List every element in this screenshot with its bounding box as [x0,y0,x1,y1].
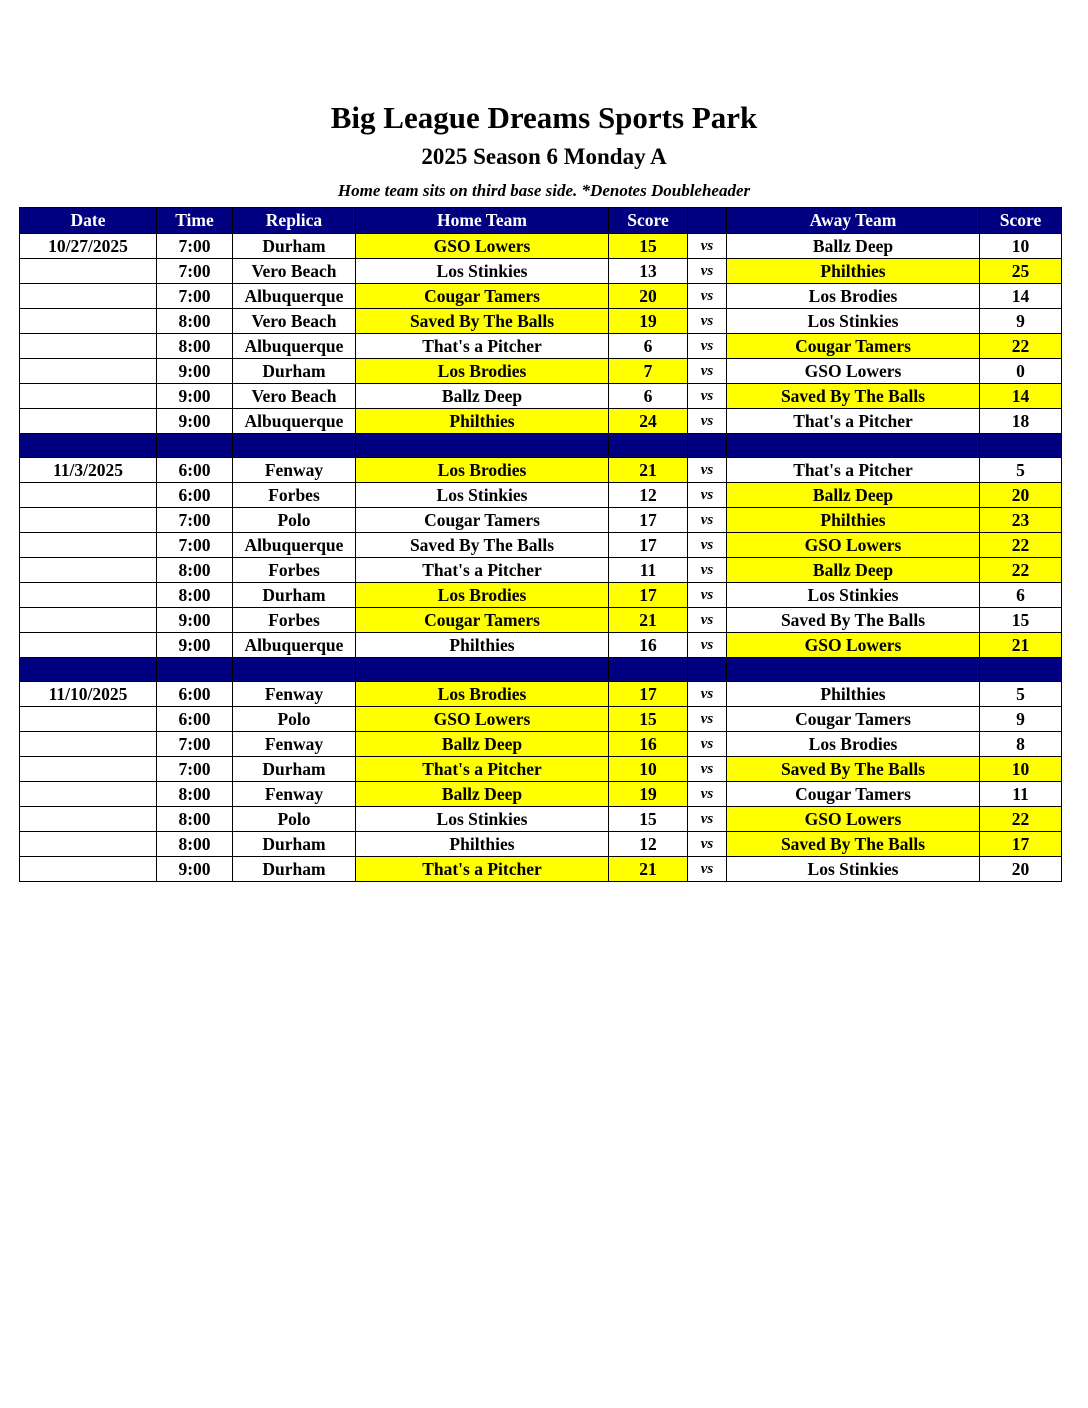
game-time: 7:00 [157,757,233,782]
away-team: GSO Lowers [727,359,980,384]
vs-label: vs [688,334,727,359]
game-row [20,608,1062,633]
page-title: Big League Dreams Sports Park [330,100,758,135]
game-date [20,259,157,284]
game-row [20,234,1062,259]
home-team: Philthies [356,409,609,434]
home-team: Cougar Tamers [356,508,609,533]
away-team: Saved By The Balls [727,757,980,782]
home-score: 24 [609,409,688,434]
game-time: 7:00 [157,284,233,309]
away-score: 10 [980,234,1062,259]
away-score: 15 [980,608,1062,633]
game-row [20,583,1062,608]
away-team: Philthies [727,259,980,284]
home-team: Saved By The Balls [356,309,609,334]
separator-cell [356,434,609,458]
game-time: 7:00 [157,234,233,259]
col-header-date: Date [20,208,157,234]
away-team: That's a Pitcher [727,409,980,434]
game-replica: Albuquerque [233,409,356,434]
home-score: 10 [609,757,688,782]
vs-label: vs [688,832,727,857]
separator-cell [157,658,233,682]
game-time: 7:00 [157,259,233,284]
game-time: 6:00 [157,707,233,732]
game-time: 9:00 [157,608,233,633]
home-team: Los Stinkies [356,807,609,832]
vs-label: vs [688,483,727,508]
vs-label: vs [688,458,727,483]
game-date [20,807,157,832]
away-team: That's a Pitcher [727,458,980,483]
game-replica: Durham [233,359,356,384]
week-separator-row [20,434,1062,458]
home-score: 6 [609,384,688,409]
away-team: Philthies [727,508,980,533]
game-row [20,334,1062,359]
game-date [20,483,157,508]
game-row [20,782,1062,807]
game-replica: Albuquerque [233,334,356,359]
home-score: 12 [609,483,688,508]
away-score: 17 [980,832,1062,857]
away-score: 8 [980,732,1062,757]
home-score: 15 [609,234,688,259]
home-team: That's a Pitcher [356,857,609,882]
col-header-away-score: Score [980,208,1062,234]
away-team: Saved By The Balls [727,384,980,409]
vs-label: vs [688,608,727,633]
vs-label: vs [688,359,727,384]
game-row [20,757,1062,782]
home-score: 21 [609,608,688,633]
col-header-replica: Replica [233,208,356,234]
home-team: GSO Lowers [356,234,609,259]
away-team: Saved By The Balls [727,608,980,633]
game-replica: Forbes [233,608,356,633]
game-replica: Fenway [233,732,356,757]
game-date [20,633,157,658]
vs-label: vs [688,732,727,757]
vs-label: vs [688,757,727,782]
away-score: 11 [980,782,1062,807]
col-header-vs [688,208,727,234]
game-date: 11/10/2025 [20,682,157,707]
game-replica: Fenway [233,682,356,707]
game-date [20,533,157,558]
game-row [20,483,1062,508]
game-row [20,558,1062,583]
game-replica: Albuquerque [233,633,356,658]
game-row [20,732,1062,757]
separator-cell [727,434,980,458]
game-replica: Forbes [233,483,356,508]
home-score: 17 [609,533,688,558]
game-row [20,409,1062,434]
away-score: 0 [980,359,1062,384]
away-score: 23 [980,508,1062,533]
home-team: Ballz Deep [356,782,609,807]
vs-label: vs [688,409,727,434]
separator-cell [980,434,1062,458]
game-date [20,508,157,533]
home-team: Philthies [356,832,609,857]
away-team: Saved By The Balls [727,832,980,857]
game-replica: Fenway [233,458,356,483]
home-team: Los Brodies [356,583,609,608]
game-replica: Durham [233,583,356,608]
separator-cell [688,434,727,458]
game-row [20,682,1062,707]
game-row [20,309,1062,334]
away-team: GSO Lowers [727,807,980,832]
home-score: 6 [609,334,688,359]
game-replica: Polo [233,508,356,533]
away-team: GSO Lowers [727,533,980,558]
game-time: 8:00 [157,558,233,583]
game-time: 9:00 [157,633,233,658]
week-separator-row [20,658,1062,682]
separator-cell [688,658,727,682]
game-time: 7:00 [157,732,233,757]
away-team: Cougar Tamers [727,334,980,359]
vs-label: vs [688,583,727,608]
game-row [20,259,1062,284]
separator-cell [20,658,157,682]
game-replica: Albuquerque [233,533,356,558]
game-replica: Vero Beach [233,384,356,409]
away-score: 14 [980,284,1062,309]
separator-cell [20,434,157,458]
game-replica: Polo [233,807,356,832]
game-date [20,409,157,434]
separator-cell [157,434,233,458]
game-row [20,832,1062,857]
home-score: 16 [609,732,688,757]
game-date [20,583,157,608]
home-team: GSO Lowers [356,707,609,732]
game-time: 9:00 [157,359,233,384]
away-score: 22 [980,334,1062,359]
vs-label: vs [688,633,727,658]
away-team: Ballz Deep [727,234,980,259]
vs-label: vs [688,533,727,558]
away-score: 10 [980,757,1062,782]
game-time: 9:00 [157,409,233,434]
game-time: 8:00 [157,832,233,857]
vs-label: vs [688,259,727,284]
game-time: 8:00 [157,334,233,359]
game-replica: Durham [233,234,356,259]
game-row [20,807,1062,832]
away-team: Los Stinkies [727,309,980,334]
separator-cell [980,658,1062,682]
game-time: 9:00 [157,384,233,409]
game-time: 6:00 [157,682,233,707]
away-team: Cougar Tamers [727,782,980,807]
home-score: 21 [609,458,688,483]
home-team: Los Stinkies [356,259,609,284]
game-date [20,359,157,384]
schedule-table [19,207,1062,882]
home-team: That's a Pitcher [356,334,609,359]
home-score: 17 [609,583,688,608]
vs-label: vs [688,807,727,832]
vs-label: vs [688,857,727,882]
schedule-note: Home team sits on third base side. *Denotes Doubleheader [337,181,751,200]
game-date [20,757,157,782]
away-team: Los Brodies [727,732,980,757]
away-team: Cougar Tamers [727,707,980,732]
game-row [20,633,1062,658]
game-time: 6:00 [157,483,233,508]
game-row [20,458,1062,483]
game-row [20,857,1062,882]
game-row [20,384,1062,409]
home-team: Los Stinkies [356,483,609,508]
game-time: 8:00 [157,807,233,832]
away-score: 22 [980,807,1062,832]
season-subtitle: 2025 Season 6 Monday A [421,144,667,169]
home-team: Los Brodies [356,458,609,483]
home-score: 15 [609,707,688,732]
away-score: 9 [980,309,1062,334]
home-score: 16 [609,633,688,658]
away-team: Los Brodies [727,284,980,309]
away-score: 25 [980,259,1062,284]
away-team: Philthies [727,682,980,707]
game-time: 8:00 [157,782,233,807]
schedule-body [20,234,1062,882]
vs-label: vs [688,284,727,309]
away-team: GSO Lowers [727,633,980,658]
vs-label: vs [688,782,727,807]
away-score: 5 [980,458,1062,483]
game-date: 11/3/2025 [20,458,157,483]
game-date [20,384,157,409]
game-date [20,707,157,732]
away-score: 14 [980,384,1062,409]
game-replica: Vero Beach [233,259,356,284]
vs-label: vs [688,707,727,732]
col-header-home-score: Score [609,208,688,234]
away-score: 22 [980,533,1062,558]
home-score: 7 [609,359,688,384]
separator-cell [356,658,609,682]
game-replica: Vero Beach [233,309,356,334]
home-score: 19 [609,782,688,807]
home-score: 17 [609,508,688,533]
game-row [20,508,1062,533]
home-team: That's a Pitcher [356,558,609,583]
game-time: 7:00 [157,508,233,533]
game-row [20,707,1062,732]
home-team: Los Brodies [356,682,609,707]
vs-label: vs [688,309,727,334]
game-row [20,284,1062,309]
away-score: 6 [980,583,1062,608]
home-score: 11 [609,558,688,583]
game-row [20,533,1062,558]
col-header-away-team: Away Team [727,208,980,234]
game-time: 6:00 [157,458,233,483]
game-date [20,334,157,359]
home-team: That's a Pitcher [356,757,609,782]
game-date: 10/27/2025 [20,234,157,259]
home-score: 13 [609,259,688,284]
home-team: Los Brodies [356,359,609,384]
game-date [20,857,157,882]
game-date [20,832,157,857]
away-team: Los Stinkies [727,857,980,882]
game-time: 8:00 [157,309,233,334]
game-time: 9:00 [157,857,233,882]
game-replica: Durham [233,857,356,882]
game-date [20,284,157,309]
away-score: 20 [980,857,1062,882]
vs-label: vs [688,384,727,409]
home-team: Cougar Tamers [356,284,609,309]
vs-label: vs [688,682,727,707]
away-score: 18 [980,409,1062,434]
header-row [20,208,1062,234]
col-header-home-team: Home Team [356,208,609,234]
home-score: 21 [609,857,688,882]
home-score: 19 [609,309,688,334]
game-date [20,732,157,757]
home-score: 20 [609,284,688,309]
game-replica: Forbes [233,558,356,583]
game-replica: Polo [233,707,356,732]
game-date [20,782,157,807]
game-replica: Durham [233,757,356,782]
game-replica: Fenway [233,782,356,807]
away-team: Ballz Deep [727,558,980,583]
home-team: Saved By The Balls [356,533,609,558]
home-team: Ballz Deep [356,732,609,757]
game-date [20,558,157,583]
home-score: 12 [609,832,688,857]
away-score: 21 [980,633,1062,658]
col-header-time: Time [157,208,233,234]
separator-cell [233,434,356,458]
home-team: Cougar Tamers [356,608,609,633]
vs-label: vs [688,558,727,583]
home-score: 15 [609,807,688,832]
away-score: 5 [980,682,1062,707]
away-team: Los Stinkies [727,583,980,608]
game-replica: Durham [233,832,356,857]
game-date [20,309,157,334]
away-score: 9 [980,707,1062,732]
game-date [20,608,157,633]
separator-cell [609,434,688,458]
separator-cell [727,658,980,682]
game-time: 8:00 [157,583,233,608]
vs-label: vs [688,234,727,259]
game-replica: Albuquerque [233,284,356,309]
home-team: Philthies [356,633,609,658]
game-time: 7:00 [157,533,233,558]
home-score: 17 [609,682,688,707]
separator-cell [233,658,356,682]
away-team: Ballz Deep [727,483,980,508]
separator-cell [609,658,688,682]
away-score: 20 [980,483,1062,508]
home-team: Ballz Deep [356,384,609,409]
vs-label: vs [688,508,727,533]
game-row [20,359,1062,384]
away-score: 22 [980,558,1062,583]
